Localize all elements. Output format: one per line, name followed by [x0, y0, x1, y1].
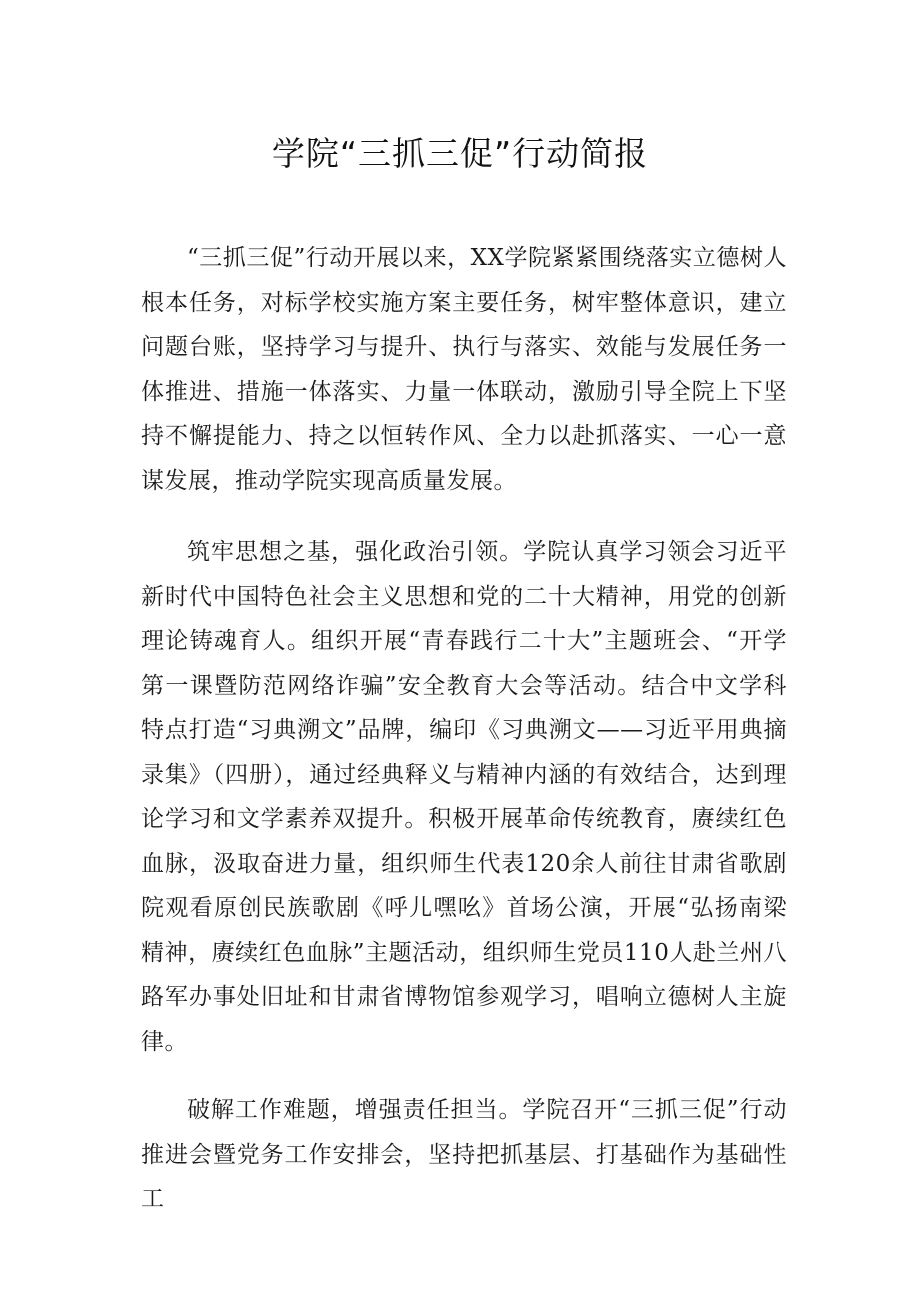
document-title: 学院“三抓三促”行动简报 — [271, 134, 649, 173]
paragraph-ideology: 筑牢思想之基，强化政治引领。学院认真学习领会习近平新时代中国特色社会主义思想和党的二十大精神，用党的创新理论铸魂育人。组织开展“青春践行二十大”主题班会、“开学第一课暨防范网络诈骗”安全教育大会等活动。结合中文学科特点打造“习典溯文”品牌，编印《习典溯文——习近平用典摘录集》（四册），通过经典释义与精神内涵的有效结合，达到理论学习和文学素养双提升。积极开展革命传统教育，赓续红色血脉，汲取奋进力量，组织师生代表120余人前往甘肃省歌剧院观看原创民族歌剧《呼儿嘿吆》首场公演，开展“弘扬南梁精神，赓续红色血脉”主题活动，组织师生党员110人赴兰州八路军办事处旧址和甘肃省博物馆参观学习，唱响立德树人主旋律。 — [141, 539, 787, 1055]
paragraph-responsibility: 破解工作难题，增强责任担当。学院召开“三抓三促”行动推进会暨党务工作安排会，坚持把抓基层、打基础作为基础性工 — [141, 1097, 787, 1212]
paragraph-intro: “三抓三促”行动开展以来，XX学院紧紧围绕落实立德树人根本任务，对标学校实施方案主要任务，树牢整体意识，建立问题台账，坚持学习与提升、执行与落实、效能与发展任务一体推进、措施一体落实、力量一体联动，激励引导全院上下坚持不懈提能力、持之以恒转作风、全力以赴抓落实、一心一意谋发展，推动学院实现高质量发展。 — [141, 245, 787, 494]
